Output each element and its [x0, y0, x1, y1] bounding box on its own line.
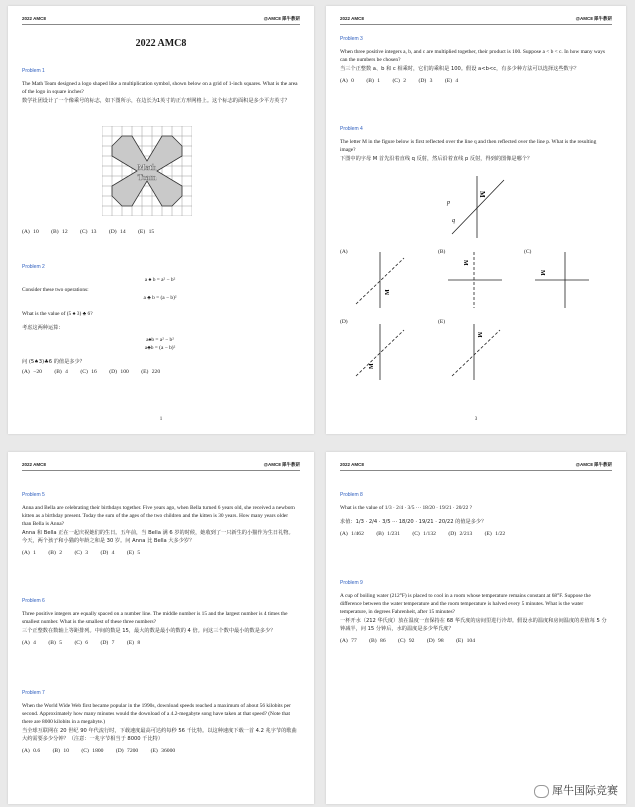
choice-d: (D) 7200 — [115, 748, 139, 754]
choice-e: (E) 1/22 — [484, 531, 506, 537]
option-d-figure — [348, 322, 408, 382]
reflection-figure — [444, 174, 510, 240]
choice-a: (A) 10 — [22, 229, 39, 235]
header-left: 2022 AMC8 — [22, 16, 46, 21]
choice-c: (C) 92 — [398, 638, 415, 644]
header-right: @AMC8 犀牛教研 — [575, 462, 612, 467]
problem-5 — [22, 492, 298, 556]
choice-e: (E) 4 — [444, 78, 459, 84]
answer-choices — [22, 550, 298, 556]
problem-text-en: Anna and Bella are celebrating their birthdays together. Five years ago, when Bella turned 6 years old, she received a newborn kitten as a birthday present. Today the sum of the ages of the two children and the kitten is 30 years. How many years older than Bella is Anna? — [22, 505, 295, 527]
problem-text-zh: 当全球互联网在 20 世纪 90 年代流行时，下载速度最高可达约每秒 56 千比特。以这种速度下载一首 4.2 兆字节的歌曲大约需要多少分钟？（注意：一兆字节相当于 8000 千比特） — [22, 728, 297, 742]
choice-c: (C) 1/132 — [412, 531, 436, 537]
choice-c: (C) 2 — [392, 78, 407, 84]
logo-text-2: Team — [137, 173, 157, 182]
problem-label: Problem 6 — [22, 598, 45, 604]
problem-text-en: The letter M in the figure below is first reflected over the line q and then reflected over the line p. What is the resulting image? — [340, 139, 597, 153]
choice-a: (A) −20 — [22, 369, 42, 375]
answer-choices — [22, 748, 298, 754]
choice-c: (C) 3 — [74, 550, 89, 556]
problem-8 — [340, 492, 610, 537]
logo-text-1: Math — [137, 163, 157, 172]
answer-choices — [22, 640, 298, 646]
problem-9 — [340, 580, 610, 644]
option-c-label: (C) — [524, 249, 532, 255]
problem-text-en: When the World Wide Web first became popular in the 1990s, download speeds reached a maximum of about 56 kilobits per second. Approximately how many minutes would the download of a 4.2-megabyte song have taken at that speed? (Note that there are 8000 kilobits in a megabyte.) — [22, 703, 291, 725]
answer-choices — [340, 531, 610, 537]
choice-d: (D) 100 — [109, 369, 129, 375]
watermark-text: 犀牛国际竞赛 — [552, 784, 618, 797]
choice-c: (C) 13 — [80, 229, 97, 235]
problem-question-en: What is the value of (5 ♠ 3) ♣ 6? — [22, 311, 93, 317]
answer-choices — [22, 229, 298, 235]
choice-d: (D) 98 — [426, 638, 444, 644]
choice-c: (C) 6 — [74, 640, 89, 646]
problem-label: Problem 8 — [340, 492, 363, 498]
page-1 — [8, 6, 314, 434]
operation-2-zh: a♣b = (a − b)² — [144, 345, 176, 351]
problem-6 — [22, 598, 298, 646]
problem-label: Problem 2 — [22, 264, 45, 270]
choice-d: (D) 3 — [418, 78, 433, 84]
problem-text-en: A cup of boiling water (212°F) is placed to cool in a room whose temperature remains constant at 68°F. Suppose the difference between the water temperature and the room temperature is halved every 5 minutes. What is the water temperature, in degrees Fahrenheit, after 15 minutes? — [340, 593, 591, 615]
wechat-icon — [534, 785, 549, 798]
operation-1-zh: a♠b = a² − b² — [146, 337, 174, 343]
problem-text-zh: 下图中的字母 M 首先沿着直线 q 反射，然后沿着直线 p 反射，得到的图像是哪个？ — [340, 156, 533, 162]
header-left: 2022 AMC8 — [340, 462, 364, 467]
problem-label: Problem 7 — [22, 690, 45, 696]
problem-text-zh: 考虑这两种运算： — [22, 325, 64, 331]
problem-text-zh: 数学社团设计了一个像乘号的标志，如下图所示，在边长为1英寸的正方形网格上。这个标志的面积是多少平方英寸？ — [22, 98, 290, 104]
page-4 — [326, 452, 626, 804]
problem-3 — [340, 36, 610, 84]
answer-choices — [340, 78, 610, 84]
answer-choices — [22, 369, 298, 375]
line-q-label: q — [452, 218, 455, 224]
header-right: @AMC8 犀牛教研 — [263, 462, 300, 467]
problem-text-zh: 求值：1/3 · 2/4 · 3/5 ··· 18/20 · 19/21 · 20/22 的值是多少？ — [340, 519, 487, 525]
option-e-figure — [444, 322, 504, 382]
header-left: 2022 AMC8 — [340, 16, 364, 21]
problem-text-zh: 一杯开水（212 华氏度）放在温度一直保持在 68 华氏度的房间里进行冷却。假设水的温度和房间温度的差值每 5 分钟减半，问 15 分钟后，水的温度是多少华氏度？ — [340, 618, 607, 632]
page-2 — [326, 6, 626, 434]
choice-a: (A) 77 — [340, 638, 357, 644]
operation-2: a ♣ b = (a − b)² — [143, 295, 177, 301]
header-right: @AMC8 犀牛教研 — [575, 16, 612, 21]
choice-e: (E) 5 — [126, 550, 141, 556]
page-number: 1 — [159, 417, 163, 422]
problem-label: Problem 4 — [340, 126, 363, 132]
choice-a: (A) 1 — [22, 550, 36, 556]
page-header — [22, 16, 300, 25]
problem-4 — [340, 126, 610, 163]
problem-text-en: Consider these two operations: — [22, 287, 89, 293]
page-3 — [8, 452, 314, 804]
problem-text-zh: 三个正整数在数轴上等距排列。中间的数是 15，最大的数是最小的数的 4 倍。问这三个数中最小的数是多少？ — [22, 628, 276, 634]
problem-label: Problem 5 — [22, 492, 45, 498]
option-e-letter: M — [476, 332, 482, 338]
header-right: @AMC8 犀牛教研 — [263, 16, 300, 21]
problem-2 — [22, 264, 298, 375]
option-a-figure — [348, 250, 408, 310]
option-b-letter: M — [462, 260, 468, 266]
choice-d: (D) 2/213 — [448, 531, 473, 537]
logo-grid-figure — [102, 126, 192, 216]
option-a-label: (A) — [340, 249, 348, 255]
page-header — [22, 462, 300, 471]
option-b-label: (B) — [438, 249, 446, 255]
header-left: 2022 AMC8 — [22, 462, 46, 467]
choice-d: (D) 7 — [100, 640, 115, 646]
choice-b: (B) 86 — [369, 638, 386, 644]
page-header — [340, 462, 612, 471]
choice-c: (C) 1800 — [81, 748, 104, 754]
choice-a: (A) 0.6 — [22, 748, 41, 754]
problem-text-en: When three positive integers a, b, and c are multiplied together, their product is 100. Suppose a < b < c. In how many ways can the numbers be chosen? — [340, 49, 605, 63]
choice-d: (D) 14 — [108, 229, 126, 235]
problem-7 — [22, 690, 298, 754]
problem-question-zh: 问 (5♠3)♣6 的值是多少？ — [22, 359, 85, 365]
problem-text-zh: Anna 和 Bella 正在一起庆祝她们的生日。五年前，当 Bella 满 6 岁的时候，她收到了一只新生的小猫作为生日礼物。今天，两个孩子和小猫的年龄之和是 30 岁。问 Anna 比 Bella 大多少岁？ — [22, 530, 294, 544]
choice-e: (E) 220 — [141, 369, 161, 375]
choice-b: (B) 4 — [54, 369, 68, 375]
page-header — [340, 16, 612, 25]
option-d-letter: M — [369, 363, 375, 369]
choice-b: (B) 12 — [51, 229, 68, 235]
problem-label: Problem 3 — [340, 36, 363, 42]
problem-text-en: Three positive integers are equally spaced on a number line. The middle number is 15 and the largest number is 4 times the smallest number. What is the smallest of these three numbers? — [22, 611, 288, 625]
choice-b: (B) 5 — [48, 640, 63, 646]
line-p-label: p — [447, 200, 450, 206]
option-e-label: (E) — [438, 319, 446, 325]
problem-label: Problem 9 — [340, 580, 363, 586]
choice-e: (E) 15 — [138, 229, 155, 235]
operation-1: a ♠ b = a² − b² — [144, 277, 176, 283]
problem-text-zh: 当三个正整数 a、b 和 c 相乘时，它们的乘积是 100。假设 a<b<c，有多少种方法可以选择这些数字？ — [340, 66, 580, 72]
page-title: 2022 AMC8 — [135, 38, 187, 49]
option-c-letter: M — [539, 270, 545, 276]
choice-d: (D) 4 — [100, 550, 115, 556]
letter-m: M — [478, 191, 486, 198]
watermark — [534, 782, 618, 798]
choice-b: (B) 10 — [52, 748, 70, 754]
choice-e: (E) 104 — [456, 638, 475, 644]
answer-choices — [340, 638, 610, 644]
choice-b: (B) 2 — [48, 550, 63, 556]
problem-text-en: The Math Team designed a logo shaped like a multiplication symbol, shown below on a grid of 1-inch squares. What is the area of the logo in square inches? — [22, 81, 298, 95]
option-c-figure — [531, 250, 591, 310]
option-b-figure — [444, 250, 504, 310]
option-d-label: (D) — [340, 319, 348, 325]
choice-a: (A) 0 — [340, 78, 354, 84]
choice-e: (E) 36000 — [150, 748, 176, 754]
choice-b: (B) 1/231 — [376, 531, 400, 537]
choice-a: (A) 1/462 — [340, 531, 364, 537]
choice-b: (B) 1 — [366, 78, 381, 84]
page-number: 3 — [474, 417, 478, 422]
choice-e: (E) 8 — [126, 640, 141, 646]
choice-c: (C) 16 — [80, 369, 97, 375]
choice-a: (A) 4 — [22, 640, 36, 646]
problem-label: Problem 1 — [22, 68, 45, 74]
problem-text-en: What is the value of 1/3 · 2/4 · 3/5 ··· 18/20 · 19/21 · 20/22 ? — [340, 505, 473, 511]
option-a-letter: M — [385, 289, 391, 295]
problem-1 — [22, 68, 298, 105]
